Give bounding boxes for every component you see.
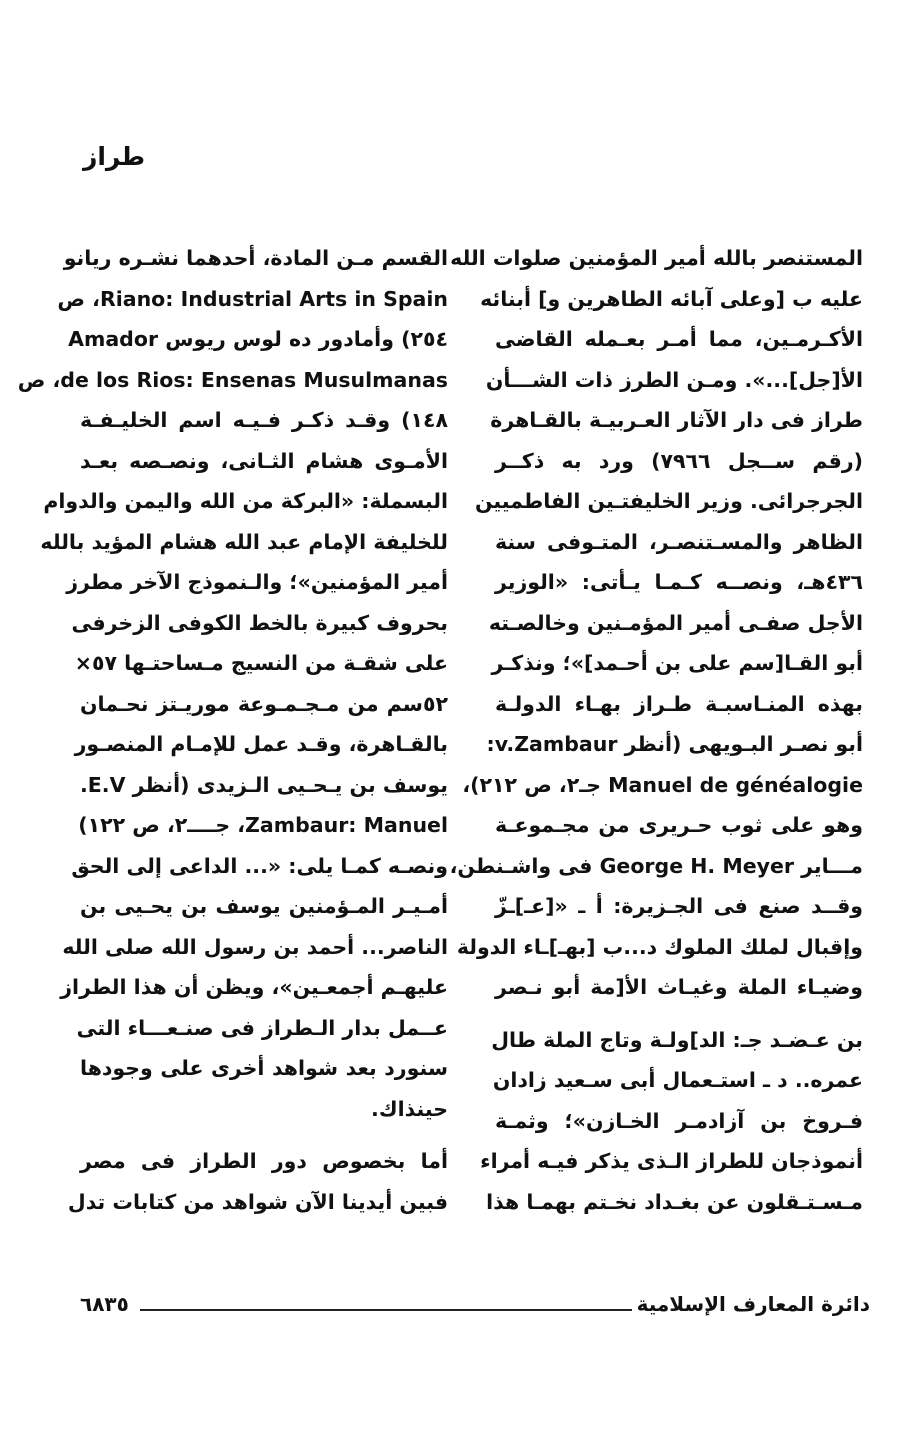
text-line: مـسـتـقلون عن بغـداد نخـتم بهمـا هذا <box>486 1189 863 1214</box>
text-line: Riano: Industrial Arts in Spain، ص <box>57 286 448 311</box>
page-footer <box>80 1292 870 1322</box>
text-line: الأمـوى هشام الثـانى، ونصـصه بعـد <box>80 448 448 473</box>
text-line: البسملة: «البركة من الله واليمن والدوام <box>43 489 448 513</box>
text-line: ٢٥٤) وأمادور ده لوس ريوس Amador <box>68 327 448 351</box>
right-column <box>449 238 863 1222</box>
text-line: القسم مـن المادة، أحدهما نشـره ريانو <box>63 246 448 270</box>
text-line: عمره.. د ـ استـعمال أبى سـعيد زادان <box>492 1068 863 1092</box>
text-line: أنموذجان للطراز الـذى يذكر فيـه أمراء <box>480 1149 863 1173</box>
text-line: de los Rios: Ensenas Musulmanas، ص <box>17 367 448 392</box>
paragraph-gap <box>80 1129 448 1141</box>
footer-divider <box>140 1309 632 1311</box>
text-line: Manuel de généalogie جـ٢، ص ٢١٢)، <box>462 772 863 797</box>
text-line: بهذه المنـاسبـة طـراز بهـاء الدولـة <box>495 691 863 716</box>
page-number: ٦٨٣٥ <box>80 1292 129 1316</box>
text-line: ٥٢سم من مـجـمـوعة موريـتز نحـمان <box>80 691 448 716</box>
paragraph-gap <box>495 1008 863 1020</box>
text-line: للخليفة الإمام عبد الله هشام المؤيد بالله <box>40 529 448 554</box>
text-line: بالقـاهرة، وقـد عمل للإمـام المنصـور <box>74 732 448 756</box>
text-line: عليهـم أجمعـين»، ويظن أن هذا الطراز <box>60 975 448 999</box>
text-line: على شقـة من النسيج مـساحتـها ٥٧× <box>74 651 448 675</box>
text-line: الأكـرمـين، مما أمـر بعـمله القاضى <box>495 327 863 351</box>
running-header: طراز <box>82 142 145 171</box>
text-line: فـروخ بن آزادمـر الخـازن»؛ وثمـة <box>495 1108 863 1133</box>
text-line: الأجل صفـى أمير المؤمـنين وخالصـته <box>488 610 863 635</box>
text-line: ونصـه كمـا يلى: «... الداعى إلى الحق <box>71 853 448 878</box>
text-line: Zambaur: Manuel، جــــ٢، ص ١٢٢) <box>78 813 448 837</box>
text-line: مـــاير George H. Meyer فى واشـنطن، <box>449 853 863 878</box>
text-line: (رقم ســجل ٧٩٦٦) ورد به ذكــر <box>495 448 863 473</box>
text-line: حينذاك. <box>371 1096 448 1121</box>
footer-title: دائرة المعارف الإسلامية <box>636 1292 870 1316</box>
text-line: أمـيـر المـؤمنين يوسف بن يحـيى بن <box>80 894 448 918</box>
text-line: الظاهر والمسـتنصـر، المتـوفى سنة <box>495 529 863 554</box>
text-line: وضيـاء الملة وغيـاث الأ[مة أبو نـصر <box>495 975 863 999</box>
text-line: أما بخصوص دور الطراز فى مصر <box>80 1149 448 1173</box>
text-line: المستنصر بالله أمير المؤمنين صلوات الله <box>450 246 863 270</box>
text-line: ٤٣٦هـ، ونصــه كـمـا يـأتى: «الوزير <box>495 570 863 594</box>
text-line: الأ[جل]...». ومـن الطرز ذات الشـــأن <box>485 367 863 392</box>
text-line: بحروف كبيرة بالخط الكوفى الزخرفى <box>71 610 448 635</box>
text-line: يوسف بن يـحـيى الـزيدى (أنظر E.V. <box>80 772 448 797</box>
text-line: أبو نصـر البـويهى (أنظر v.Zambaur: <box>486 732 863 756</box>
text-line: أبو القـا[سم على بن أحـمد]»؛ ونذكـر <box>491 651 863 675</box>
text-line: الجرجرائى. وزير الخليفتـين الفاطميين <box>474 489 863 513</box>
text-line: طراز فى دار الآثار العـربيـة بالقـاهرة <box>490 408 863 432</box>
text-line: سنورد بعد شواهد أخرى على وجودها <box>80 1056 448 1080</box>
left-column <box>17 238 448 1222</box>
text-line: وهو على ثوب حـريرى من مجـموعـة <box>495 813 863 837</box>
text-line: فبين أيدينا الآن شواهد من كتابات تدل <box>67 1189 448 1214</box>
text-line: عليه ب [وعلى آبائه الطاهرين و] أبنائه <box>480 286 863 311</box>
text-line: وقــد صنع فى الجـزيرة: أ ـ «[عـ]ـزّ <box>495 894 863 918</box>
text-line: أمير المؤمنين»؛ والـنموذج الآخر مطرز <box>66 570 448 594</box>
text-line: بن عـضـد جـ: الد]ولـة وتاج الملة طال <box>491 1027 863 1052</box>
text-line: ١٤٨) وقـد ذكـر فـيـه اسم الخليـفـة <box>80 408 448 432</box>
text-line: وإقبال لملك الملوك د...ب [بهـ]ـاء الدولة <box>456 934 863 959</box>
text-line: الناصر... أحمد بن رسول الله صلى الله <box>62 934 448 959</box>
text-line: عــمل بدار الـطراز فى صنـعـــاء التى <box>76 1015 448 1040</box>
